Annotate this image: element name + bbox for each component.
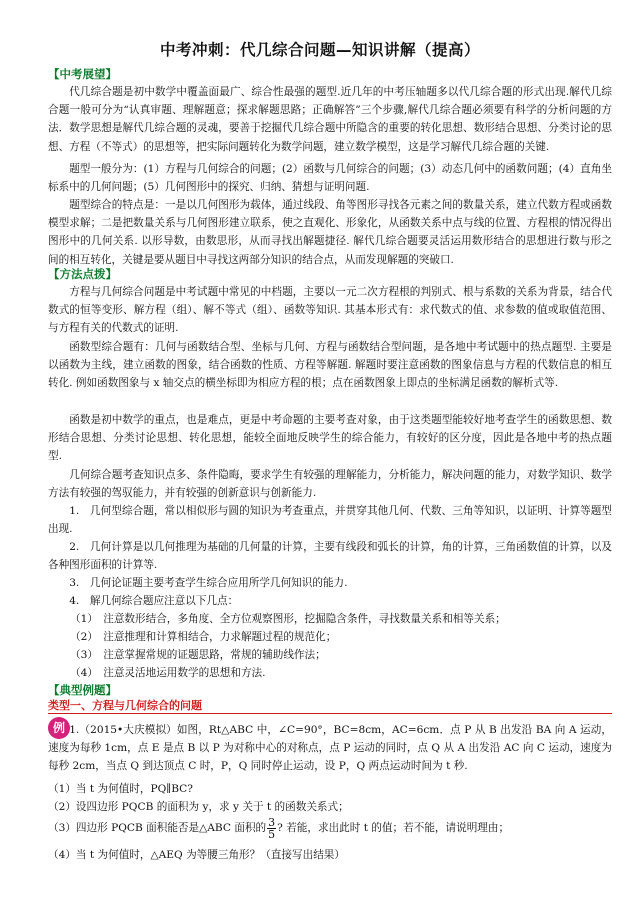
section-heading-methods: 【方法点拨】 [48, 267, 117, 281]
methods-note-1: （1） 注意数形结合，多角度、全方位观察图形，挖掘隐含条件，寻找数量关系和相等关系； [70, 613, 506, 625]
methods-paragraph-2: 函数型综合题有：几何与函数结合型、坐标与几何、方程与函数结合型问题，是各地中考试题中的热点题型. 主要是以函数为主线，建立函数的图象，结合函数的性质、方程等解题. 解题时要注意函数的图象信息与方程的代数信息的相互转化. 例如函数图象与 x 轴交点的横坐标即为相应方程的根；点在函数图象上即点的坐标满足函数的解析式等. [48, 341, 612, 390]
example-question-3 [48, 816, 612, 840]
methods-point-1: 1. 几何型综合题，常以相似形与圆的知识为考查重点，并贯穿其他几何、代数、三角等知识，以证明、计算等题型出现. [48, 505, 612, 536]
example-question-4: （4）当 t 为何值时，△AEQ 为等腰三角形？（直接写出结果） [48, 849, 345, 861]
methods-paragraph-1: 方程与几何综合问题是中考试题中常见的中档题，主要以一元二次方程根的判别式、根与系数的关系为背景，结合代数式的恒等变形、解方程（组）、解不等式（组）、函数等知识. 其基本形式有：求代数式的值、求参数的值或取值范围、与方程有关的代数式的证明. [48, 286, 612, 335]
methods-point-3: 3. 几何论证题主要考查学生综合应用所学几何知识的能力. [69, 577, 348, 589]
outlook-paragraph-1: 代几综合题是初中数学中覆盖面最广、综合性最强的题型.近几年的中考压轴题多以代几综合题的形式出现.解代几综合题一般可分为“认真审题、理解题意；探求解题思路；正确解答”三个步骤,解代几综合题必须要有科学的分析问题的方法．数学思想是解代几综合题的灵魂，要善于挖掘代几综合题中所隐含的重要的转化思想、数形结合思想、分类讨论的思想、方程（不等式）的思想等，把实际问题转化为数学问题，建立数学模型，这是学习解代几综合题的关键. [48, 86, 612, 153]
section-heading-examples: 【典型例题】 [48, 683, 117, 697]
methods-point-2: 2. 几何计算是以几何推理为基础的几何量的计算，主要有线段和弧长的计算，角的计算，三角函数值的计算，以及各种图形面积的计算等. [48, 541, 612, 572]
methods-note-2: （2） 注意推理和计算相结合，力求解题过程的规范化； [70, 631, 337, 643]
question-3-text-start: （3）四边形 PQCB 面积能否是△ABC 面积的 [48, 822, 267, 834]
outlook-paragraph-3: 题型综合的特点是：一是以几何图形为载体，通过线段、角等图形寻找各元素之间的数量关系，建立代数方程或函数模型求解；二是把数量关系与几何图形建立联系，使之直观化、形象化，从函数关系中点与线的位置、方程根的情况得出图形中的几何关系. 以形导数，由数思形，从而寻找出解题捷径. 解代几综合题要灵活运用数形结合的思想进行数与形之间的相互转化，关键是要从题目中寻找这两部分知识的结合点，从而发现解题的突破口. [48, 199, 612, 266]
example-question-intro: 1.（2015•大庆模拟）如图，Rt△ABC 中，∠C=90°，BC=8cm，AC=6cm．点 P 从 B 出发沿 BA 向 A 运动，速度为每秒 1cm，点 E 是点 B 以 P 为对称中心的对称点，点 P 运动的同时，点 Q 从 A 出发沿 AC 向 C 运动，速度为每秒 2cm，当点 Q 到达顶点 C 时，P，Q 同时停止运动，设 P，Q 两点运动时间为 t 秒. [48, 724, 612, 773]
example-question-2: （2）设四边形 PQCB 的面积为 y，求 y 关于 t 的函数关系式； [48, 801, 349, 813]
example-type-heading: 类型一、方程与几何综合的问题 [48, 699, 202, 712]
methods-note-4: （4） 注意灵活地运用数学的思想和方法. [70, 667, 266, 679]
example-question-1: （1）当 t 为何值时，PQ∥BC? [48, 783, 193, 795]
question-3-text-end: ? 若能，求出此时 t 的值；若不能，请说明理由； [277, 822, 510, 834]
methods-note-3: （3） 注意掌握常规的证题思路，常规的辅助线作法； [70, 649, 326, 661]
fraction-three-fifths [267, 817, 276, 840]
methods-paragraph-3: 函数是初中数学的重点，也是难点，更是中考命题的主要考查对象，由于这类题型能较好地考查学生的函数思想、数形结合思想、分类讨论思想、转化思想，能较全面地反映学生的综合能力，有较好的区分度，因此是各地中考的热点题型. [48, 414, 612, 463]
fraction-numerator: 3 [268, 815, 276, 829]
type-heading-underline [48, 713, 612, 714]
outlook-paragraph-2: 题型一般分为：(1）方程与几何综合的问题；(2）函数与几何综合的问题；(3）动态几何中的函数问题；(4）直角坐标系中的几何问题；(5）几何图形中的探究、归纳、猜想与证明问题. [48, 163, 612, 194]
example-badge-icon: 例 [48, 717, 70, 739]
methods-paragraph-4: 几何综合题考查知识点多、条件隐晦，要求学生有较强的理解能力，分析能力，解决问题的能力，对数学知识、数学方法有较强的驾驭能力，并有较强的创新意识与创新能力. [48, 469, 612, 500]
methods-point-4: 4. 解几何综合题应注意以下几点： [69, 595, 239, 607]
section-heading-outlook: 【中考展望】 [48, 67, 117, 81]
fraction-denominator: 5 [268, 827, 276, 841]
page-title: 中考冲刺：代几综合问题—知识讲解（提高） [159, 41, 480, 59]
